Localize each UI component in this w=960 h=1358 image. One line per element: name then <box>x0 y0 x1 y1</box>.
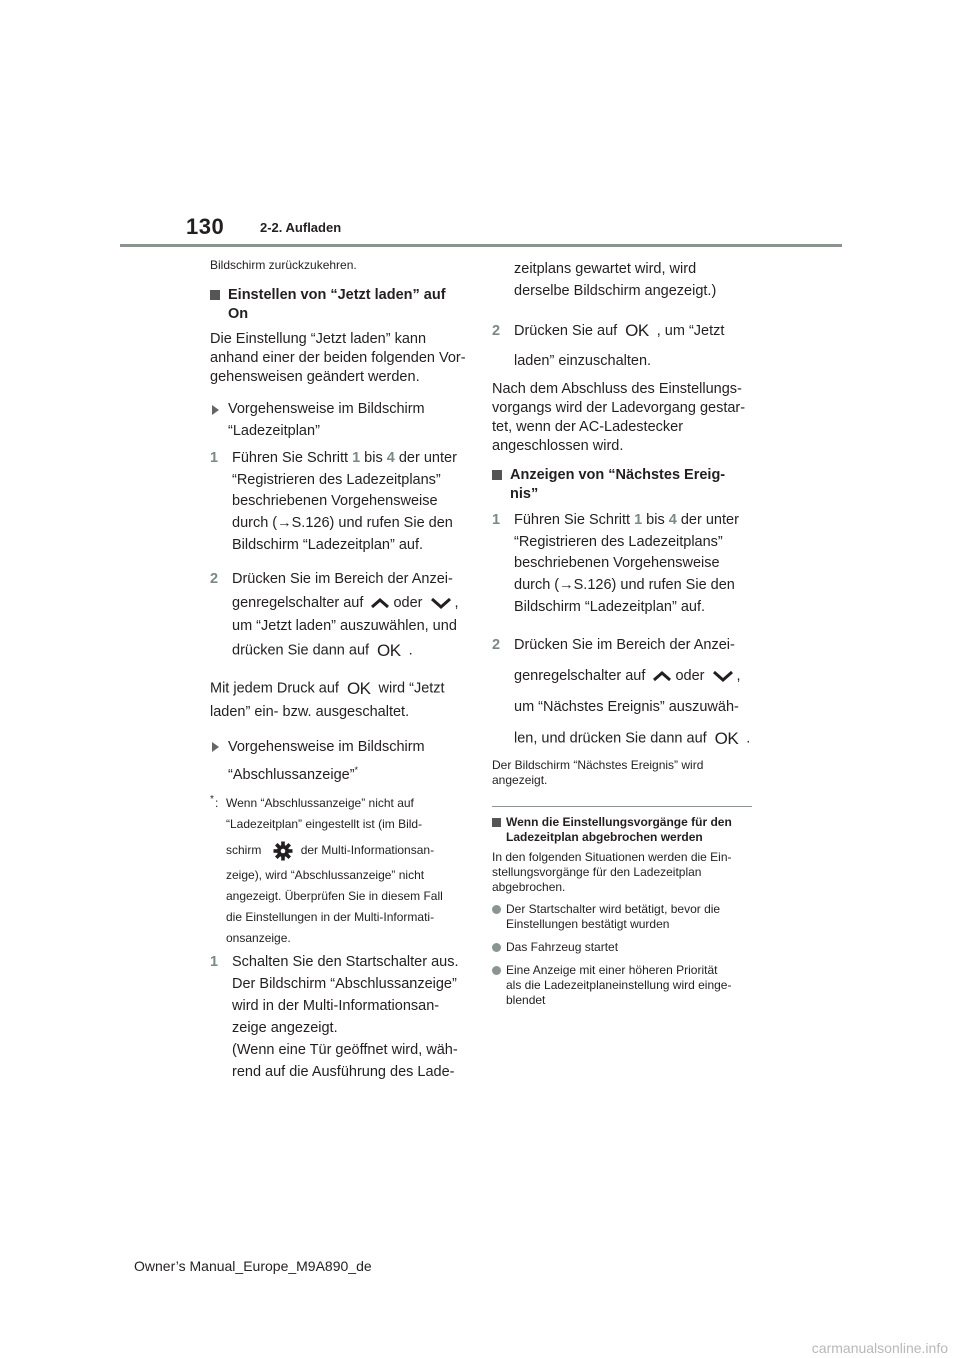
list-item <box>492 963 752 1008</box>
text-line <box>514 723 752 754</box>
text-line <box>210 677 470 701</box>
text-line: Einstellungen bestätigt wurden <box>506 917 670 932</box>
circle-bullet-icon <box>492 966 501 975</box>
text-line: laden” ein- bzw. ausgeschaltet. <box>210 703 410 720</box>
heading-jetzt-laden <box>210 286 470 324</box>
ok-icon: OK <box>714 729 739 749</box>
text-line: Bildschirm “Ladezeitplan” auf. <box>514 598 706 615</box>
text-line <box>228 759 470 787</box>
heading-naechstes-ereignis <box>492 466 752 504</box>
text: , um “Jetzt <box>656 323 725 339</box>
footnote-marker: * <box>354 765 359 776</box>
text-line <box>514 661 752 692</box>
text-line: onsanzeige. <box>226 931 291 946</box>
triangle-bullet-icon <box>212 742 219 752</box>
heading-line: Einstellen von “Jetzt laden” auf <box>228 287 446 303</box>
heading-line: Anzeigen von “Nächstes Ereig- <box>510 467 726 484</box>
text: bis <box>360 450 387 467</box>
footnote-marker: * <box>210 794 214 806</box>
paragraph <box>492 380 752 456</box>
text: der unter <box>676 512 739 529</box>
section-title: 2-2. Aufladen <box>260 220 342 235</box>
step-number: 2 <box>210 571 219 588</box>
text-line: “Ladezeitplan” <box>228 422 320 439</box>
chevron-down-icon <box>709 669 737 683</box>
text-line: beschriebenen Vorgehensweise <box>232 493 438 510</box>
text-line: angezeigt. Überprüfen Sie in diesem Fall <box>226 889 443 904</box>
step-number: 2 <box>492 323 501 339</box>
square-bullet-icon <box>492 818 501 827</box>
chevron-down-icon <box>427 596 455 610</box>
text-line: um “Nächstes Ereignis” auszuwäh- <box>514 699 739 716</box>
text: der Multi-Informationsan- <box>300 843 435 858</box>
text-line <box>514 510 752 532</box>
text-line <box>232 448 470 470</box>
text-line: durch (→S.126) und rufen Sie den <box>514 576 735 593</box>
step-ref: 4 <box>386 450 395 467</box>
step-number: 1 <box>492 512 501 529</box>
ok-icon: OK <box>346 678 371 698</box>
text-line: als die Ladezeitplaneinstellung wird einge- <box>506 978 732 993</box>
circle-bullet-icon <box>492 943 501 952</box>
text-line: Vorgehensweise im Bildschirm <box>228 739 425 756</box>
step-1-abschluss <box>210 951 470 1083</box>
heading-line: Wenn die Einstellungsvorgänge für den <box>506 815 732 830</box>
header-rule <box>120 244 842 247</box>
ok-icon: OK <box>625 321 649 341</box>
step-ref: 1 <box>352 450 361 467</box>
footnote <box>210 793 470 949</box>
text-line: abgebrochen. <box>492 880 566 895</box>
paragraph <box>210 330 470 387</box>
watermark: carmanualsonline.info <box>811 1340 948 1356</box>
text-line: Eine Anzeige mit einer höheren Priorität <box>506 963 718 978</box>
text-line: Der Startschalter wird betätigt, bevor die <box>506 902 721 917</box>
method-item <box>210 399 470 442</box>
text-line: rend auf die Ausführung des Lade- <box>232 1064 455 1081</box>
method-item <box>210 736 470 787</box>
text-line: derselbe Bildschirm angezeigt.) <box>514 283 717 299</box>
text-line: vorgangs wird der Ladevorgang gestar- <box>492 400 746 417</box>
text-line: “Registrieren des Ladezeitplans” <box>514 533 723 550</box>
text-line: Drücken Sie im Bereich der Anzei- <box>232 571 453 588</box>
small-paragraph <box>492 758 752 788</box>
step-2 <box>492 630 752 754</box>
step-ref: 4 <box>668 512 677 529</box>
step-ref: 1 <box>634 512 643 529</box>
text: “Abschlussanzeige” <box>228 767 355 784</box>
square-bullet-icon <box>210 290 220 300</box>
text-line: Schalten Sie den Startschalter aus. <box>232 954 459 971</box>
text-line: Wenn “Abschlussanzeige” nicht auf <box>226 796 414 811</box>
step-1 <box>210 448 470 556</box>
circle-bullet-icon <box>492 905 501 914</box>
text: , <box>454 594 459 611</box>
text: oder <box>393 594 423 611</box>
text: . <box>746 730 751 747</box>
text: genregelschalter auf <box>232 594 364 611</box>
heading-line: Ladezeitplan abgebrochen werden <box>506 830 703 845</box>
heading-line: nis” <box>510 486 539 503</box>
text: Führen Sie Schritt <box>232 450 353 467</box>
step-number: 1 <box>210 450 219 467</box>
list-item <box>492 902 752 932</box>
intro-text: Bildschirm zurückzukehren. <box>210 258 357 272</box>
text-line: “Ladezeitplan” eingestellt ist (im Bild- <box>226 817 423 832</box>
text-line: blendet <box>506 993 546 1008</box>
text: drücken Sie dann auf <box>232 642 370 659</box>
text-line: angeschlossen wird. <box>492 438 624 455</box>
text: Führen Sie Schritt <box>514 512 635 529</box>
step-number: 2 <box>492 637 501 654</box>
gear-icon <box>265 841 301 861</box>
chevron-up-icon <box>367 596 393 610</box>
text: bis <box>642 512 669 529</box>
text-line: Das Fahrzeug startet <box>506 940 619 955</box>
text-line: um “Jetzt laden” auszuwählen, und <box>232 618 457 635</box>
info-heading <box>492 815 752 845</box>
text-line <box>232 639 470 663</box>
text-line: Der Bildschirm “Abschlussanzeige” <box>232 976 457 993</box>
text-line: laden” einzuschalten. <box>514 353 652 370</box>
text-line: Die Einstellung “Jetzt laden” kann <box>210 331 427 347</box>
text-line: “Registrieren des Ladezeitplans” <box>232 471 441 488</box>
right-column <box>492 258 752 1008</box>
text: : <box>215 796 219 811</box>
text-line: In den folgenden Situationen werden die Ein- <box>492 850 732 865</box>
text-line: Bildschirm “Ladezeitplan” auf. <box>232 536 424 553</box>
text-line: durch (→S.126) und rufen Sie den <box>232 514 453 531</box>
text-line: (Wenn eine Tür geöffnet wird, wäh- <box>232 1042 458 1059</box>
info-box <box>492 806 752 1008</box>
text: , <box>736 668 741 685</box>
text: Drücken Sie auf <box>514 323 618 339</box>
text: Mit jedem Druck auf <box>210 680 339 697</box>
ok-icon: OK <box>377 640 401 660</box>
text-line: anhand einer der beiden folgenden Vor- <box>210 350 466 366</box>
text-line: Drücken Sie im Bereich der Anzei- <box>514 637 735 654</box>
text: len, und drücken Sie dann auf <box>514 730 707 747</box>
list-item <box>492 940 752 955</box>
text: genregelschalter auf <box>514 668 646 685</box>
text-line: zeitplans gewartet wird, wird <box>514 261 697 277</box>
text-line <box>514 316 752 346</box>
text-line <box>232 592 470 616</box>
text-line: zeige), wird “Abschlussanzeige” nicht <box>226 868 425 883</box>
heading-line: On <box>228 306 249 322</box>
footer: Owner’s Manual_Europe_M9A890_de <box>134 1258 372 1274</box>
chevron-up-icon <box>649 669 675 683</box>
step-2 <box>210 568 470 663</box>
triangle-bullet-icon <box>212 405 219 415</box>
text: wird “Jetzt <box>378 680 445 697</box>
step-continuation <box>492 258 752 302</box>
text-line: Nach dem Abschluss des Einstellungs- <box>492 381 742 398</box>
text: . <box>408 642 413 659</box>
text-line: stellungsvorgänge für den Ladezeitplan <box>492 865 702 880</box>
step-number: 1 <box>210 954 219 971</box>
text-line: tet, wenn der AC-Ladestecker <box>492 419 684 436</box>
text-line: Vorgehensweise im Bildschirm <box>228 401 425 417</box>
paragraph-toggle <box>210 677 470 725</box>
text: der unter <box>394 450 457 467</box>
text-line: wird in der Multi-Informationsan- <box>232 998 440 1015</box>
text: oder <box>675 668 705 685</box>
text-line: zeige angezeigt. <box>232 1020 338 1037</box>
step-1 <box>492 510 752 618</box>
text-line <box>226 835 470 865</box>
text-line: beschriebenen Vorgehensweise <box>514 555 720 572</box>
left-column <box>210 258 470 1083</box>
square-bullet-icon <box>492 470 502 480</box>
text: schirm <box>226 843 262 858</box>
text-line: die Einstellungen in der Multi-Informati- <box>226 910 435 925</box>
text-line: angezeigt. <box>492 773 548 788</box>
text-line: Der Bildschirm “Nächstes Ereignis” wird <box>492 758 704 773</box>
info-text <box>492 850 752 895</box>
info-divider <box>492 806 752 807</box>
page-number: 130 <box>186 214 225 239</box>
step-2-einschalten <box>492 316 752 376</box>
text-line: gehensweisen geändert werden. <box>210 369 420 385</box>
